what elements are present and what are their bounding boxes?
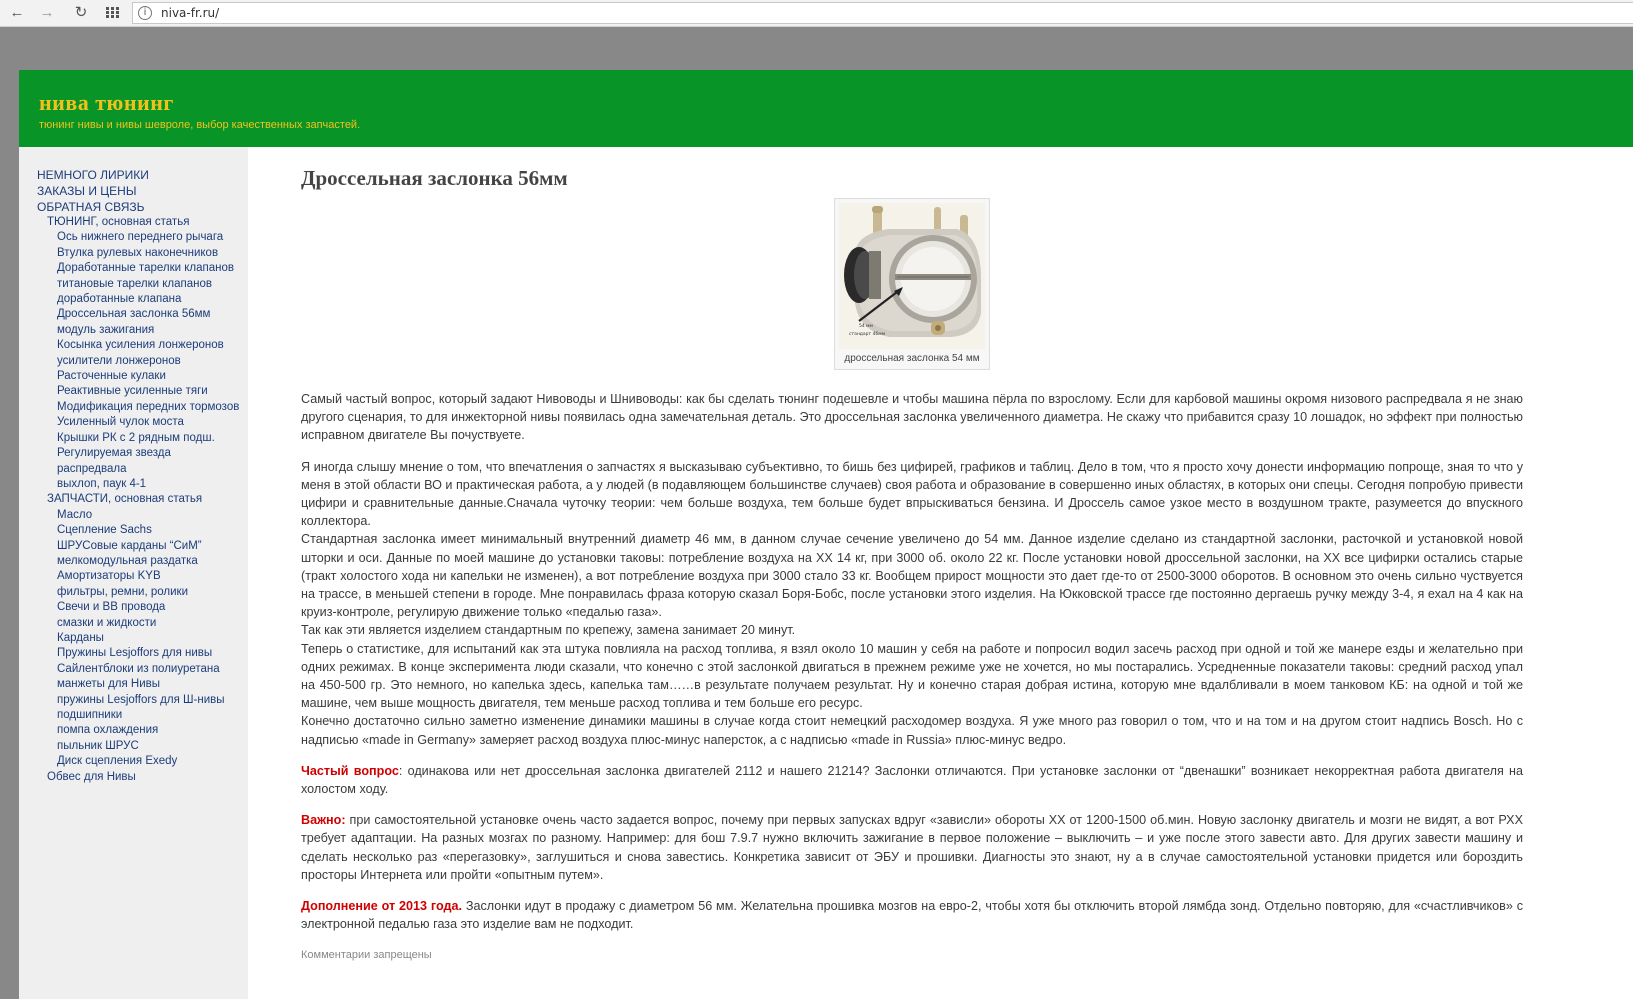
address-bar[interactable]: [132, 2, 1633, 24]
sidebar-menu-item[interactable]: ЗАКАЗЫ И ЦЕНЫ: [37, 184, 137, 198]
photo-label-54mm: 54 мм: [859, 324, 873, 329]
sidebar-menu-item[interactable]: Усиленный чулок моста: [57, 416, 184, 429]
sidebar-menu-item[interactable]: титановые тарелки клапанов: [57, 277, 212, 290]
sidebar-menu-item[interactable]: Втулка рулевых наконечников: [57, 246, 219, 259]
post-body: [301, 390, 1523, 965]
sidebar-menu-item[interactable]: Амортизаторы KYB: [57, 570, 161, 583]
sidebar-menu-item[interactable]: усилители лонжеронов: [57, 354, 181, 367]
sidebar-menu-item[interactable]: модуль зажигания: [57, 323, 155, 336]
paragraph: Самый частый вопрос, который задают Нивоводы и Шнивоводы: как бы сделать тюнинг подешевле и чтобы машина пёрла по взрослому. Если для карбовой машины окромя низового распредвала я не знаю другого сценария, то для инжекторной нивы появилась одна замечательная деталь. Это дроссельная заслонка увеличенного диаметра. Не скажу что прибавится сразу 10 лошадок, но эффект при полностью исправном двигателе Вы почуствуете.: [301, 392, 1523, 443]
sidebar-menu-item[interactable]: помпа охлаждения: [57, 724, 159, 737]
faq-label: Частый вопрос: [301, 763, 399, 778]
apps-grid-icon[interactable]: [104, 4, 122, 22]
paragraph: Стандартная заслонка имеет минимальный внутренний диаметр 46 мм, в данном случае сечение увеличено до 54 мм. Данное изделие сделано из стандартной заслонки, расточкой и установкой новой шторки и оси. Данные по моей машине до установки таковы: потребление воздуха на ХХ 14 кг, при 3000 об. около 22 кг. После установки новой дроссельной заслонки, на ХХ все цифирки остались старые (тракт холостого хода ни капельки не изменен), а вот потребление воздуха при 3000 стало 33 кг. Вообщем прирост мощности это дает где-то от 2500-3000 оборотов. В основном это очень сильно чуствуется на трассе, в меньшей степени в городе. Мне понравилась фраза которую сказал Боря-Бобс, после установки этого изделия. На Юкковской трассе где постоянно дергаешь ручку между 3-4, я ехал на 4 как на круиз-контроле, регулирую движение только «педалью газа».: [301, 532, 1523, 620]
sidebar-menu-item[interactable]: Крышки РК с 2 рядным подш.: [57, 431, 215, 444]
important-paragraph: [301, 811, 1523, 884]
sidebar-menu-item[interactable]: Сцепление Sachs: [57, 524, 152, 537]
sidebar-menu-item[interactable]: выхлоп, паук 4-1: [57, 477, 147, 490]
site-header: [19, 70, 1633, 147]
sidebar-menu-item[interactable]: Дроссельная заслонка 56мм: [57, 308, 211, 321]
sidebar-menu-item[interactable]: подшипники: [57, 709, 123, 721]
sidebar-menu-item[interactable]: Масло: [57, 508, 93, 521]
paragraph: Конечно достаточно сильно заметно изменение динамики машины в случае когда стоит немецкий расходомер воздуха. Я уже много раз говорил о том, что и на том и на другом стоит надпись Bosch. Но с надписью «made in Germany» замеряет расход воздуха плюс-минус наперсток, а с надписью «made in Russia» плюс-минус ведро.: [301, 714, 1523, 747]
sidebar-menu-item[interactable]: ОБРАТНАЯ СВЯЗЬ: [37, 200, 145, 214]
site-title[interactable]: нива тюнинг: [39, 90, 174, 115]
addition-paragraph: [301, 897, 1523, 933]
sidebar-menu-item[interactable]: Косынка усиления лонжеронов: [57, 339, 224, 352]
sidebar-menu-item[interactable]: Реактивные усиленные тяги: [57, 385, 208, 398]
sidebar-menu-item[interactable]: НЕМНОГО ЛИРИКИ: [37, 168, 149, 182]
sidebar-menu: [37, 167, 242, 785]
post-figure: [834, 198, 990, 370]
important-text: при самостоятельной установке очень часто задается вопрос, почему при первых запусках вдруг «зависли» обороты ХХ от 1200-1500 об.мин. Новую заслонку двигатель и мозги не видят, а вот РХХ требует адаптации. На разных мозгах по разному. Например: для бош 7.9.7 нужно включить зажигание в первое положение – выключить – и уже после этого завести авто. Для других завести машину и сделать несколько раз «перегазовку», заглушиться и снова завестись. Конкретика зависит от ЭБУ и прошивки. Диагносты это знают, ну а в случае самостоятельной установки придется или бороздить просторы Интернета или пройти «опытным путем».: [301, 813, 1523, 882]
sidebar-menu-item[interactable]: смазки и жидкости: [57, 616, 157, 629]
url-text[interactable]: niva-fr.ru/: [161, 6, 220, 20]
sidebar-menu-item[interactable]: ТЮНИНГ, основная статья: [47, 216, 190, 228]
sidebar-menu-item[interactable]: ЗАПЧАСТИ, основная статья: [47, 493, 203, 506]
browser-toolbar: [0, 0, 1633, 27]
sidebar-menu-item[interactable]: пружины Lesjoffors для Ш-нивы: [57, 693, 225, 706]
web-page: [19, 70, 1633, 999]
faq-paragraph: [301, 762, 1523, 798]
sidebar-menu-item[interactable]: Карданы: [57, 631, 104, 644]
sidebar-menu-item[interactable]: Диск сцепления Exedy: [57, 755, 178, 768]
site-info-icon[interactable]: i: [138, 6, 152, 20]
back-arrow-icon[interactable]: ←: [9, 4, 25, 21]
comments-closed-note: Комментарии запрещены: [301, 949, 432, 962]
sidebar-menu-item[interactable]: Сайлентблоки из полиуретана: [57, 662, 220, 675]
sidebar-menu-item[interactable]: манжеты для Нивы: [57, 678, 161, 691]
sidebar-menu-item[interactable]: Пружины Lesjoffors для нивы: [57, 647, 213, 660]
sidebar-menu-item[interactable]: Расточенные кулаки: [57, 370, 166, 383]
important-label: Важно:: [301, 813, 346, 828]
sidebar-menu-item[interactable]: Модификация передних тормозов: [57, 400, 240, 413]
paragraph: Так как эти является изделием стандартным по крепежу, замена занимает 20 минут.: [301, 623, 796, 638]
reload-icon[interactable]: ↻: [74, 4, 88, 21]
post-content: [301, 166, 1523, 965]
addition-text: Заслонки идут в продажу с диаметром 56 мм. Желательна прошивка мозгов на евро-2, чтобы хотя бы отключить второй лямбда зонд. Отдельно повторяю, для «счастливчиков» с электронной педалью газа это изделие вам не подходит.: [301, 899, 1523, 932]
sidebar-menu-item[interactable]: мелкомодульная раздатка: [57, 554, 198, 567]
sidebar-menu-item[interactable]: пыльник ШРУС: [57, 739, 139, 752]
sidebar-menu-item[interactable]: Свечи и ВВ провода: [57, 601, 166, 614]
forward-arrow-icon[interactable]: →: [39, 4, 55, 21]
sidebar-menu-item[interactable]: Ось нижнего переднего рычага: [57, 231, 224, 244]
sidebar-menu-item[interactable]: Доработанные тарелки клапанов: [57, 262, 234, 275]
sidebar-menu-item[interactable]: фильтры, ремни, ролики: [57, 585, 188, 598]
sidebar-menu-item[interactable]: доработанные клапана: [57, 293, 182, 306]
sidebar-menu-item[interactable]: Обвес для Нивы: [47, 770, 136, 783]
sidebar-menu-item[interactable]: ШРУСовые карданы “СиМ”: [57, 539, 202, 552]
addition-label: Дополнение от 2013 года.: [301, 899, 463, 914]
throttle-body-photo[interactable]: [839, 203, 985, 349]
paragraph: Я иногда слышу мнение о том, что впечатления о запчастях я высказываю субъективно, то бишь без цифирей, графиков и таблиц. Дело в том, что я просто хочу донести информацию попроще, зная то что у меня в этой области ВО и практическая работа, а у людей (в подавляющем большинстве случаев) своя работа и образование в совершенно иных областях, в которых они спецы. Сегодня попробую привести цифири и сравнительные данные.Сначала чуточку теории: чем больше воздуха, тем больше будет впрыскиваться бензина. И Дроссель самое узкое место в воздушном тракте, разумеется до впускного коллектора.: [301, 459, 1523, 529]
faq-text: : одинакова или нет дроссельная заслонка двигателей 2112 и нашего 21214? Заслонки отличаются. При установке заслонки от “двенашки” возникает некорректная работа двигателя на холостом ходу.: [301, 763, 1523, 797]
sidebar-menu-item[interactable]: Регулируемая звезда распредвала: [57, 447, 171, 475]
photo-label-46mm: стандарт 46мм: [849, 332, 886, 337]
post-title: Дроссельная заслонка 56мм: [301, 166, 568, 190]
paragraph: Теперь о статистике, для испытаний как эта штука повлияла на расход топлива, я взял около 10 машин у себя на работе и попросил водил засечь расход при одной и той же манере езды и желательно при одних режимах. В конце эксперимента люди сказали, что конечно с этой заслонкой двигаться в прежнем режиме уже не хочется, но мы постарались. Усредненные показатели таковы: средний расход упал на 450-500 гр. Это немного, но капелька здесь, капелька там……в результате получаем результат. Ну и конечно старая добрая истина, которую мне вдалбливали в моем танковом КБ: на одной и той же машине, чем выше мощность двигателя, тем меньше расход топлива и тем больше его ресурс.: [301, 641, 1523, 711]
sidebar: [19, 147, 248, 999]
figure-caption: дроссельная заслонка 54 мм: [844, 353, 980, 364]
site-tagline: тюнинг нивы и нивы шевроле, выбор качественных запчастей.: [39, 119, 361, 131]
